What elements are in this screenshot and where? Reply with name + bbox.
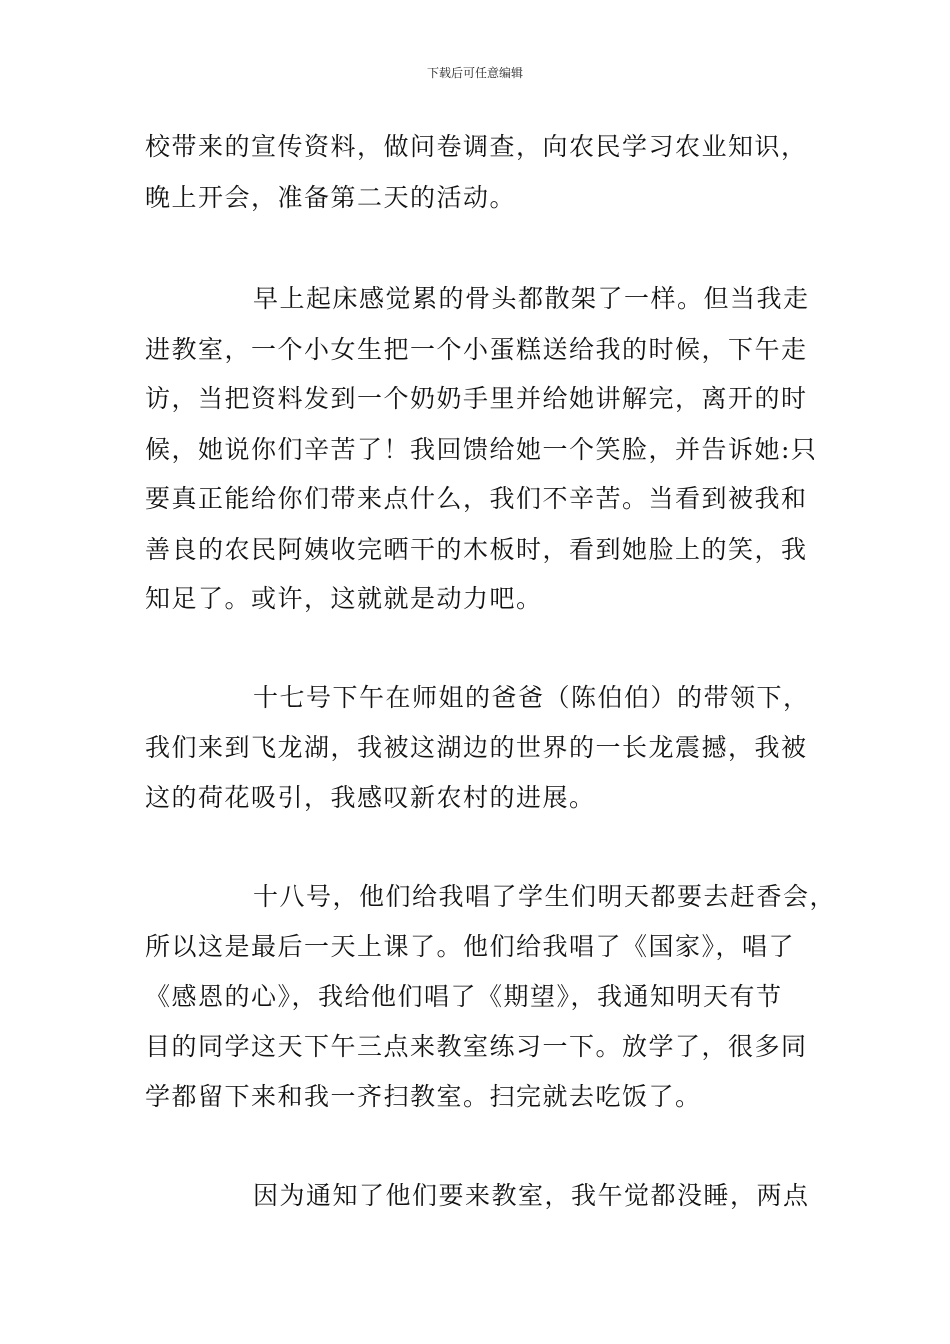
text-line: 知足了。或许，这就就是动力吧。 xyxy=(145,584,543,613)
text-line: 所以这是最后一天上课了。他们给我唱了《国家》，唱了 xyxy=(145,932,796,961)
text-line: 善良的农民阿姨收完晒干的木板时，看到她脸上的笑，我 xyxy=(145,535,808,564)
page-header: 下载后可任意编辑 xyxy=(426,66,523,80)
text-line: 校带来的宣传资料，做问卷调查，向农民学习农业知识， xyxy=(145,132,808,161)
text-line: 我们来到飞龙湖，我被这湖边的世界的一长龙震撼，我被 xyxy=(145,733,808,762)
paragraph-first-line: 因为通知了他们要来教室，我午觉都没睡，两点 xyxy=(253,1181,810,1210)
text-line: 要真正能给你们带来点什么，我们不辛苦。当看到被我和 xyxy=(145,484,808,513)
paragraph-first-line: 早上起床感觉累的骨头都散架了一样。但当我走 xyxy=(253,284,810,313)
text-line: 《感恩的心》，我给他们唱了《期望》，我通知明天有节 xyxy=(145,982,783,1011)
text-line: 候，她说你们辛苦了！我回馈给她一个笑脸，并告诉她:只 xyxy=(145,435,818,464)
text-line: 进教室，一个小女生把一个小蛋糕送给我的时候，下午走 xyxy=(145,335,808,364)
text-line: 这的荷花吸引，我感叹新农村的进展。 xyxy=(145,783,596,812)
paragraph-first-line: 十八号，他们给我唱了学生们明天都要去赶香会， xyxy=(253,882,837,911)
text-line: 学都留下来和我一齐扫教室。扫完就去吃饭了。 xyxy=(145,1082,702,1111)
text-line: 访，当把资料发到一个奶奶手里并给她讲解完，离开的时 xyxy=(145,384,808,413)
paragraph-first-line: 十七号下午在师姐的爸爸（陈伯伯）的带领下， xyxy=(253,683,810,712)
text-line: 晚上开会，准备第二天的活动。 xyxy=(145,183,517,212)
text-line: 目的同学这天下午三点来教室练习一下。放学了，很多同 xyxy=(145,1032,808,1061)
